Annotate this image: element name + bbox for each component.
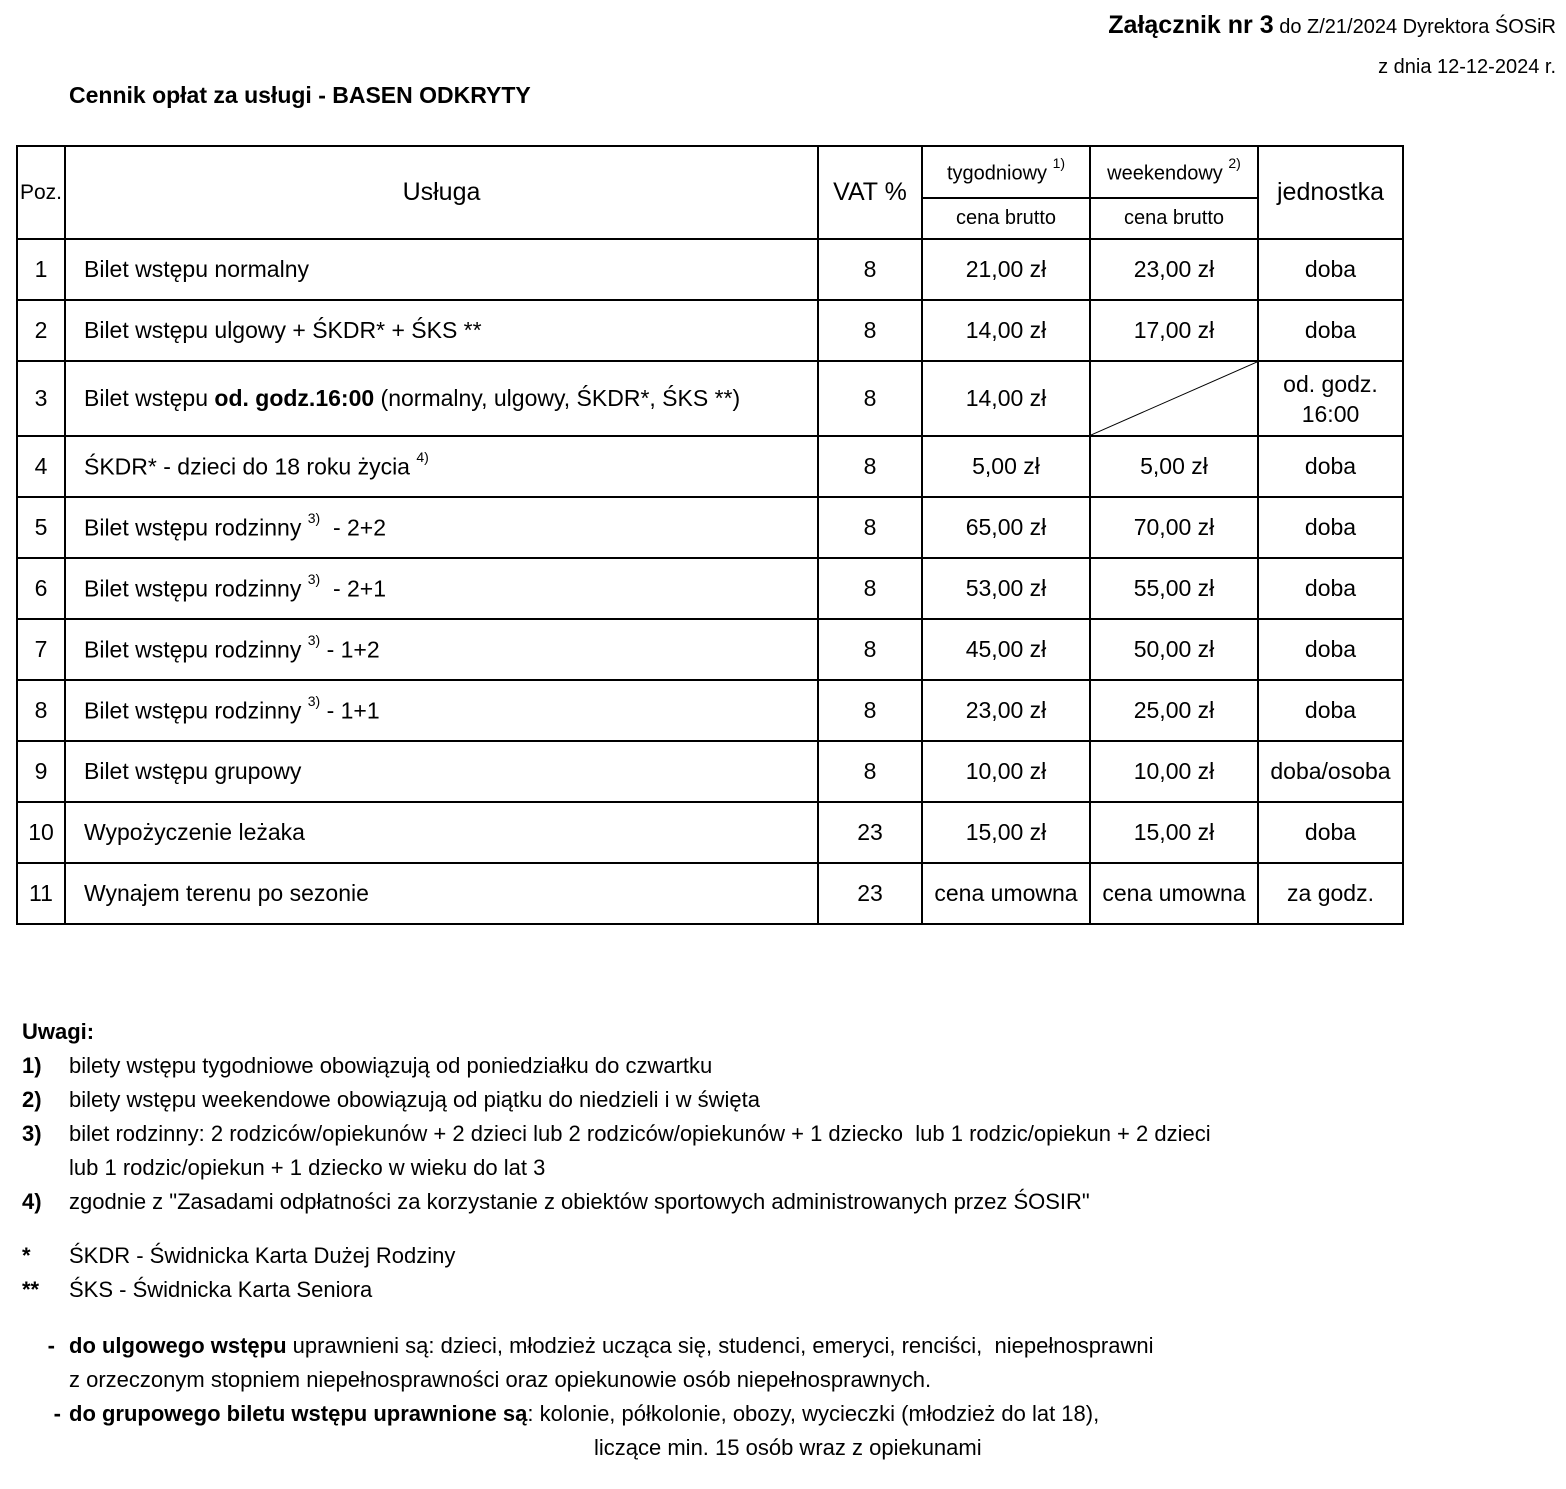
discount-rest: uprawnieni są: dzieci, młodzież ucząca się, studenci, emeryci, renciści, niepełnosprawni bbox=[286, 1333, 1154, 1358]
dash-mark: - bbox=[47, 1333, 55, 1358]
row-unit: doba bbox=[1258, 300, 1403, 361]
table-row bbox=[17, 497, 1403, 558]
row-pos: 3 bbox=[17, 361, 65, 436]
notes-section bbox=[22, 1015, 1211, 1465]
note-number: 2) bbox=[22, 1087, 42, 1112]
note-text: bilety wstępu tygodniowe obowiązują od poniedziałku do czwartku bbox=[69, 1053, 713, 1078]
row-pos: 6 bbox=[17, 558, 65, 619]
table-row bbox=[17, 300, 1403, 361]
notes-title: Uwagi: bbox=[22, 1019, 95, 1044]
row-pos: 10 bbox=[17, 802, 65, 863]
note-item bbox=[22, 1083, 1211, 1117]
attachment-date: z dnia 12-12-2024 r. bbox=[1378, 56, 1556, 78]
row-service-tail: - 1+2 bbox=[320, 636, 380, 663]
note-text: zgodnie z "Zasadami odpłatności za korzystanie z obiektów sportowych administrowanych przez ŚOSIR" bbox=[69, 1189, 1090, 1214]
header-weekend bbox=[1090, 146, 1258, 198]
note-number: 3) bbox=[22, 1121, 42, 1146]
spacer bbox=[22, 1307, 1211, 1329]
header-price-weekly: cena brutto bbox=[922, 198, 1090, 239]
row-pos: 1 bbox=[17, 239, 65, 300]
row-vat: 8 bbox=[818, 619, 922, 680]
row-service: Wypożyczenie leżaka bbox=[65, 802, 818, 863]
row-price-weekend: 5,00 zł bbox=[1090, 436, 1258, 497]
group-note-continued: liczące min. 15 osób wraz z opiekunami bbox=[594, 1435, 982, 1460]
row-pos: 2 bbox=[17, 300, 65, 361]
row-service-part: (normalny, ulgowy, ŚKDR*, ŚKS **) bbox=[374, 385, 741, 411]
header-unit: jednostka bbox=[1258, 146, 1403, 239]
row-service-text: Bilet wstępu rodzinny bbox=[84, 636, 308, 663]
row-price-weekend: 15,00 zł bbox=[1090, 802, 1258, 863]
abbreviation-text: ŚKDR - Świdnicka Karta Dużej Rodziny bbox=[69, 1243, 456, 1268]
row-service-tail: - 1+1 bbox=[320, 697, 380, 724]
header-weekend-label: weekendowy bbox=[1107, 162, 1223, 185]
note-number: 4) bbox=[22, 1189, 42, 1214]
row-price-weekly: 45,00 zł bbox=[922, 619, 1090, 680]
row-service-tail: - 2+2 bbox=[320, 514, 387, 541]
row-unit: doba bbox=[1258, 680, 1403, 741]
row-vat: 8 bbox=[818, 741, 922, 802]
header-weekly-sup: 1) bbox=[1052, 154, 1066, 171]
attachment-header bbox=[1108, 8, 1556, 80]
row-price-weekend: 50,00 zł bbox=[1090, 619, 1258, 680]
row-price-weekly: cena umowna bbox=[922, 863, 1090, 924]
row-service bbox=[65, 497, 818, 558]
group-bold: do grupowego biletu wstępu uprawnione są bbox=[69, 1401, 528, 1426]
row-unit: doba bbox=[1258, 239, 1403, 300]
row-service-bold: od. godz.16:00 bbox=[214, 385, 375, 411]
row-price-weekly: 23,00 zł bbox=[922, 680, 1090, 741]
row-pos: 4 bbox=[17, 436, 65, 497]
row-vat: 8 bbox=[818, 558, 922, 619]
row-unit: doba bbox=[1258, 558, 1403, 619]
row-service bbox=[65, 619, 818, 680]
row-price-weekly: 14,00 zł bbox=[922, 361, 1090, 436]
row-service-text: Bilet wstępu rodzinny bbox=[84, 575, 302, 602]
row-service-part: Bilet wstępu bbox=[84, 385, 215, 411]
row-unit bbox=[1258, 361, 1403, 436]
note-item bbox=[22, 1049, 1211, 1083]
note-item-continued bbox=[22, 1151, 1211, 1185]
row-service bbox=[65, 558, 818, 619]
table-row bbox=[17, 741, 1403, 802]
row-service-text: Bilet wstępu rodzinny bbox=[84, 514, 302, 541]
row-price-weekly: 21,00 zł bbox=[922, 239, 1090, 300]
note-item bbox=[22, 1117, 1211, 1151]
row-unit: doba/osoba bbox=[1258, 741, 1403, 802]
row-pos: 5 bbox=[17, 497, 65, 558]
row-price-weekend: 25,00 zł bbox=[1090, 680, 1258, 741]
discount-note-continued bbox=[22, 1363, 1211, 1397]
note-text: lub 1 rodzic/opiekun + 1 dziecko w wieku do lat 3 bbox=[69, 1155, 546, 1180]
table-row bbox=[17, 436, 1403, 497]
row-price-weekly: 5,00 zł bbox=[922, 436, 1090, 497]
page-title: Cennik opłat za usługi - BASEN ODKRYTY bbox=[69, 82, 531, 108]
dash-mark: - bbox=[53, 1401, 61, 1426]
row-service bbox=[65, 680, 818, 741]
group-rest: : kolonie, półkolonie, obozy, wycieczki (młodzież do lat 18), bbox=[527, 1401, 1100, 1426]
table-row bbox=[17, 239, 1403, 300]
row-service: Bilet wstępu ulgowy + ŚKDR* + ŚKS ** bbox=[65, 300, 818, 361]
row-service: Bilet wstępu grupowy bbox=[65, 741, 818, 802]
row-service-sup: 3) bbox=[307, 631, 321, 648]
diagonal-strike bbox=[1091, 362, 1257, 435]
price-table bbox=[16, 145, 1404, 925]
table-header-row bbox=[17, 146, 1403, 198]
note-text: bilety wstępu weekendowe obowiązują od piątku do niedzieli i w święta bbox=[69, 1087, 760, 1112]
row-vat: 8 bbox=[818, 497, 922, 558]
row-service: Wynajem terenu po sezonie bbox=[65, 863, 818, 924]
table-row bbox=[17, 361, 1403, 436]
row-price-weekend: cena umowna bbox=[1090, 863, 1258, 924]
attachment-label: Załącznik nr 3 bbox=[1108, 11, 1274, 39]
group-text bbox=[69, 1397, 1099, 1431]
note-text: bilet rodzinny: 2 rodziców/opiekunów + 2 dzieci lub 2 rodziców/opiekunów + 1 dziecko lub 1 rodzic/opiekun + 2 dzieci bbox=[69, 1121, 1211, 1146]
discount-text bbox=[69, 1329, 1154, 1363]
header-weekly-label: tygodniowy bbox=[946, 162, 1048, 185]
discount-text2: z orzeczonym stopniem niepełnosprawności oraz opiekunowie osób niepełnosprawnych. bbox=[69, 1367, 932, 1392]
row-pos: 8 bbox=[17, 680, 65, 741]
row-vat: 8 bbox=[818, 361, 922, 436]
row-service-tail: - 2+1 bbox=[320, 575, 387, 602]
row-service-sup: 4) bbox=[416, 448, 429, 465]
table-row bbox=[17, 558, 1403, 619]
abbreviation-item bbox=[22, 1239, 1211, 1273]
abbreviation-mark: ** bbox=[22, 1277, 40, 1302]
row-vat: 23 bbox=[818, 863, 922, 924]
table-row bbox=[17, 802, 1403, 863]
row-vat: 8 bbox=[818, 436, 922, 497]
row-service-text: Bilet wstępu rodzinny bbox=[84, 697, 308, 724]
row-price-weekly: 65,00 zł bbox=[922, 497, 1090, 558]
abbreviation-mark: * bbox=[22, 1243, 31, 1268]
row-pos: 7 bbox=[17, 619, 65, 680]
row-price-weekend: 10,00 zł bbox=[1090, 741, 1258, 802]
header-price-weekend: cena brutto bbox=[1090, 198, 1258, 239]
row-service-sup: 3) bbox=[307, 570, 321, 587]
row-unit-line1: od. godz. bbox=[1283, 370, 1378, 397]
header-pos: Poz. bbox=[17, 146, 65, 239]
attachment-line bbox=[1108, 8, 1556, 44]
row-vat: 23 bbox=[818, 802, 922, 863]
row-unit: za godz. bbox=[1258, 863, 1403, 924]
row-vat: 8 bbox=[818, 239, 922, 300]
attachment-suffix: do Z/21/2024 Dyrektora ŚOSiR bbox=[1273, 16, 1556, 38]
row-service-sup: 3) bbox=[307, 509, 321, 526]
discount-bold: do ulgowego wstępu bbox=[69, 1333, 287, 1358]
abbreviation-text: ŚKS - Świdnicka Karta Seniora bbox=[69, 1277, 373, 1302]
row-service bbox=[65, 361, 818, 436]
row-price-weekly: 15,00 zł bbox=[922, 802, 1090, 863]
table-row bbox=[17, 619, 1403, 680]
row-unit: doba bbox=[1258, 619, 1403, 680]
row-price-weekend-empty bbox=[1090, 361, 1258, 436]
row-service-text: ŚKDR* - dzieci do 18 roku życia bbox=[84, 453, 410, 480]
header-vat: VAT % bbox=[818, 146, 922, 239]
header-weekly bbox=[922, 146, 1090, 198]
row-unit: doba bbox=[1258, 497, 1403, 558]
row-price-weekend: 70,00 zł bbox=[1090, 497, 1258, 558]
header-weekend-sup: 2) bbox=[1228, 154, 1241, 171]
header-service: Usługa bbox=[65, 146, 818, 239]
note-item bbox=[22, 1185, 1211, 1219]
row-price-weekly: 14,00 zł bbox=[922, 300, 1090, 361]
row-price-weekly: 53,00 zł bbox=[922, 558, 1090, 619]
table-row bbox=[17, 680, 1403, 741]
table-row bbox=[17, 863, 1403, 924]
row-vat: 8 bbox=[818, 680, 922, 741]
note-number: 1) bbox=[22, 1053, 42, 1078]
dash-indent bbox=[22, 1363, 69, 1397]
row-vat: 8 bbox=[818, 300, 922, 361]
row-service: Bilet wstępu normalny bbox=[65, 239, 818, 300]
row-service bbox=[65, 436, 818, 497]
row-unit-line2: 16:00 bbox=[1301, 400, 1360, 427]
row-unit: doba bbox=[1258, 802, 1403, 863]
row-price-weekly: 10,00 zł bbox=[922, 741, 1090, 802]
row-service-sup: 3) bbox=[307, 692, 321, 709]
note-indent bbox=[22, 1151, 69, 1185]
spacer bbox=[22, 1219, 1211, 1239]
group-note bbox=[22, 1397, 1211, 1431]
row-price-weekend: 17,00 zł bbox=[1090, 300, 1258, 361]
discount-note bbox=[22, 1329, 1211, 1363]
row-price-weekend: 55,00 zł bbox=[1090, 558, 1258, 619]
abbreviation-item bbox=[22, 1273, 1211, 1307]
row-pos: 9 bbox=[17, 741, 65, 802]
row-pos: 11 bbox=[17, 863, 65, 924]
row-unit: doba bbox=[1258, 436, 1403, 497]
row-price-weekend: 23,00 zł bbox=[1090, 239, 1258, 300]
